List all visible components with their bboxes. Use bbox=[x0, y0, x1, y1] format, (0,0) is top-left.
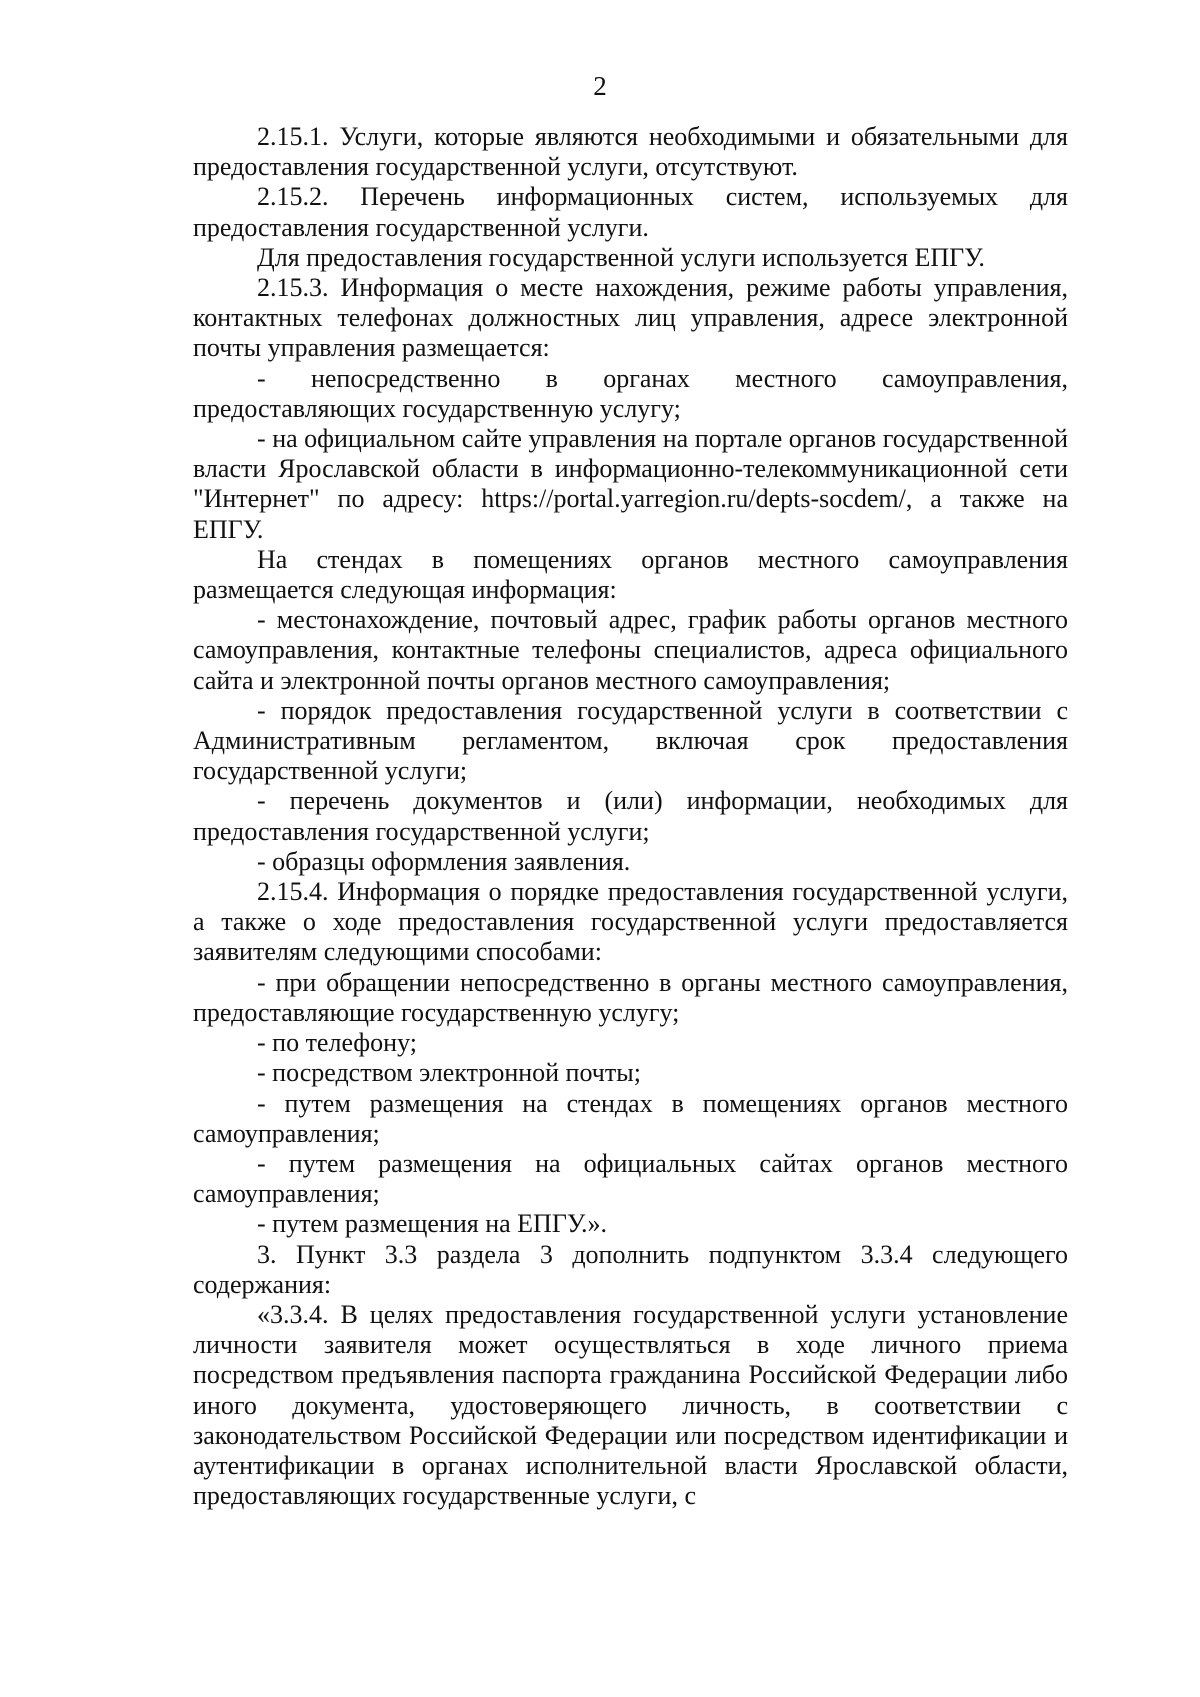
paragraph-2-15-1: 2.15.1. Услуги, которые являются необходимыми и обязательными для предоставления государственной услуги, отсутствуют. bbox=[193, 122, 1068, 182]
list-item-local-bodies: - непосредственно в органах местного самоуправления, предоставляющих государственную услугу; bbox=[193, 363, 1068, 423]
list-item-forms: - образцы оформления заявления. bbox=[257, 846, 631, 876]
paragraph-section-3: 3. Пункт 3.3 раздела 3 дополнить подпунктом 3.3.4 следующего содержания: bbox=[193, 1239, 1068, 1299]
document-body bbox=[193, 122, 1068, 1511]
list-item-websites: - путем размещения на официальных сайтах органов местного самоуправления; bbox=[193, 1148, 1068, 1209]
list-item-email: - посредством электронной почты; bbox=[257, 1058, 641, 1088]
list-item-epgu: - путем размещения на ЕПГУ.». bbox=[257, 1209, 608, 1239]
list-item-documents: - перечень документов и (или) информации, необходимых для предоставления государственной услуги; bbox=[193, 786, 1068, 846]
paragraph-2-15-3: 2.15.3. Информация о месте нахождения, режиме работы управления, контактных телефонах должностных лиц управления, адресе электронной почты управления размещается: bbox=[193, 273, 1068, 363]
list-item-phone: - по телефону; bbox=[257, 1028, 417, 1058]
paragraph-stands: На стендах в помещениях органов местного самоуправления размещается следующая информация: bbox=[193, 544, 1068, 605]
paragraph-2-15-4: 2.15.4. Информация о порядке предоставления государственной услуги, а также о ходе предоставления государственной услуги предоставляется заявителям следующими способами: bbox=[193, 877, 1068, 967]
list-item-procedure: - порядок предоставления государственной услуги в соответствии с Административным регламентом, включая срок предоставления государственной услуги; bbox=[193, 695, 1068, 786]
list-item-stands: - путем размещения на стендах в помещениях органов местного самоуправления; bbox=[193, 1088, 1068, 1148]
paragraph-2-15-2: 2.15.2. Перечень информационных систем, используемых для предоставления государственной услуги. bbox=[193, 182, 1068, 242]
list-item-location-info: - местонахождение, почтовый адрес, график работы органов местного самоуправления, контактные телефоны специалистов, адреса официального сайта и электронной почты органов местного самоуправления; bbox=[193, 605, 1068, 695]
list-item-official-site: - на официальном сайте управления на портале органов государственной власти Ярославской области в информационно-телекоммуникационной сети "Интернет" по адресу: https://portal.yarregion.ru/depts-socdem/, а также на ЕПГУ. bbox=[193, 424, 1068, 544]
list-item-in-person: - при обращении непосредственно в органы местного самоуправления, предоставляющие государственную услугу; bbox=[193, 967, 1068, 1027]
paragraph-3-3-4: «3.3.4. В целях предоставления государственной услуги установление личности заявителя может осуществляться в ходе личного приема посредством предъявления паспорта гражданина Российской Федерации либо иного документа, удостоверяющего личность, в соответствии с законодательством Российской Федерации или посредством идентификации и аутентификации в органах исполнительной власти Ярославской области, предоставляющих государственные услуги, с bbox=[193, 1299, 1068, 1511]
paragraph-epgu-usage: Для предоставления государственной услуги используется ЕПГУ. bbox=[257, 242, 985, 272]
page-number: 2 bbox=[593, 71, 607, 101]
